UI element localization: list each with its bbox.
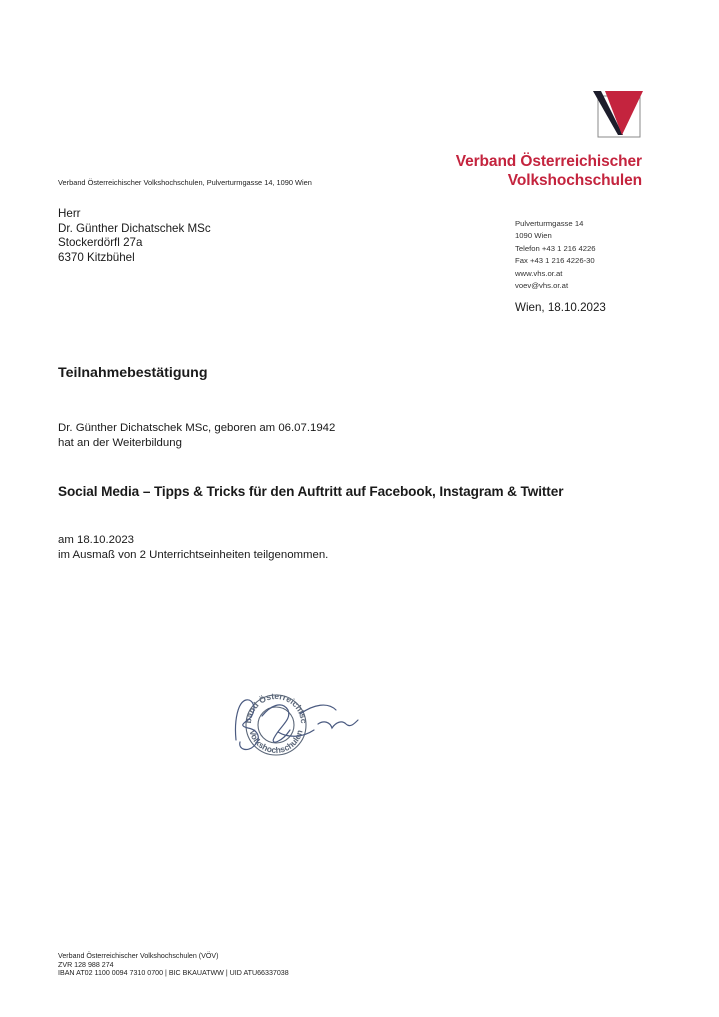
course-title: Social Media – Tipps & Tricks für den Auftritt auf Facebook, Instagram & Twitter <box>58 484 564 499</box>
contact-web: www.vhs.or.at <box>515 268 563 278</box>
contact-fax: Fax +43 1 216 4226-30 <box>515 256 595 266</box>
contact-email: voev@vhs.or.at <box>515 281 569 291</box>
signature-stamp <box>218 680 368 770</box>
attendance-extent: im Ausmaß von 2 Unterrichtseinheiten teilgenommen. <box>58 549 329 561</box>
footer-line2: ZVR 128 988 274 <box>58 960 114 969</box>
recipient-salutation: Herr <box>58 207 81 220</box>
contact-city: 1090 Wien <box>515 231 552 241</box>
recipient-address <box>58 207 211 265</box>
recipient-street: Stockerdörfl 27a <box>58 236 143 249</box>
organization-name <box>456 152 642 190</box>
org-name-line2: Volkshochschulen <box>507 172 642 189</box>
svg-text:Verband Österreichischer <box>218 680 309 724</box>
stamp-text-bottom: Volkshochschulen <box>247 728 305 756</box>
org-name-line1: Verband Österreichischer <box>455 153 642 170</box>
training-line: hat an der Weiterbildung <box>58 437 182 449</box>
participant-statement <box>58 421 335 451</box>
attendance-statement <box>58 533 328 563</box>
participant-line: Dr. Günther Dichatschek MSc, geboren am 06.07.1942 <box>58 422 336 434</box>
sender-return-address: Verband Österreichischer Volkshochschulen, Pulverturmgasse 14, 1090 Wien <box>58 178 312 187</box>
contact-phone: Telefon +43 1 216 4226 <box>515 243 596 253</box>
footer-line3: IBAN AT02 1100 0094 7310 0700 | BIC BKAUATWW | UID ATU66337038 <box>58 969 289 978</box>
footer <box>58 952 289 978</box>
letter-date: Wien, 18.10.2023 <box>515 301 606 314</box>
recipient-name: Dr. Günther Dichatschek MSc <box>58 221 211 235</box>
vhs-logo-icon <box>592 88 644 140</box>
document-title: Teilnahmebestätigung <box>58 365 208 381</box>
contact-street: Pulverturmgasse 14 <box>515 219 584 228</box>
footer-line1: Verband Österreichischer Volkshochschulen (VÖV) <box>58 952 219 960</box>
attendance-date: am 18.10.2023 <box>58 534 134 546</box>
contact-block <box>515 218 596 292</box>
recipient-city: 6370 Kitzbühel <box>58 250 135 264</box>
stamp-text-top: band Österreichisc <box>242 690 310 724</box>
